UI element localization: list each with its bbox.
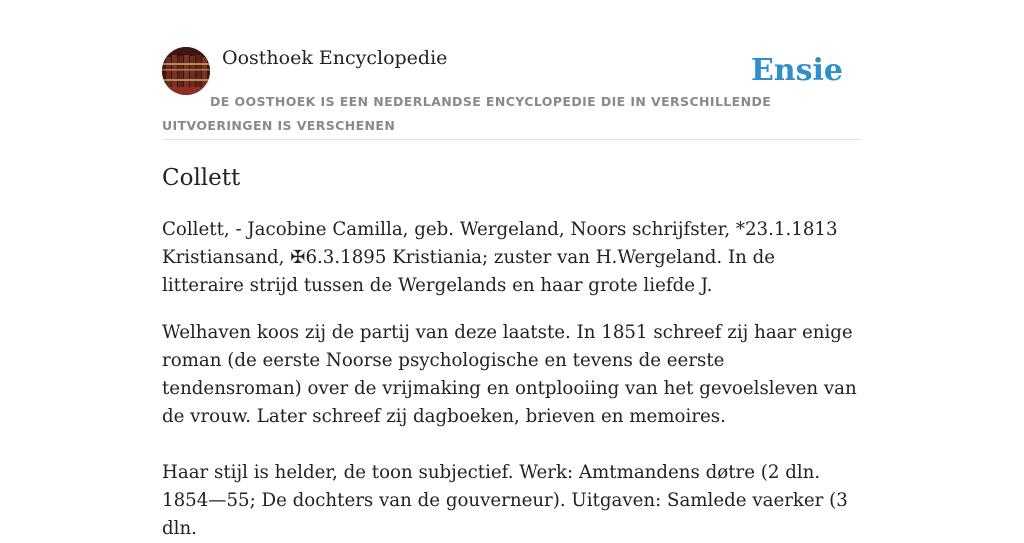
header-divider [162, 139, 862, 140]
article-paragraph: Welhaven koos zij de partij van deze laatste. In 1851 schreef zij haar enige roman (de eerste Noorse psychologische en tevens de eerste tendensroman) over de vrijmaking en ontplooiing van het gevoelsleven van de vrouw. Later schreef zij dagboeken, brieven en memoires. [162, 322, 857, 427]
site-header [162, 46, 862, 140]
article-paragraph: Haar stijl is helder, de toon subjectief. Werk: Amtmandens døtre (2 dln. 1854—55; De dochters van de gouverneur). Uitgaven: Samlede vaerker (3 dln. [162, 462, 848, 539]
ensie-logo[interactable]: Ensie [750, 53, 843, 88]
books-avatar-icon[interactable] [162, 47, 210, 95]
site-tagline: DE OOSTHOEK IS EEN NEDERLANDSE ENCYCLOPEDIE DIE IN VERSCHILLENDE UITVOERINGEN IS VERSCHENEN [162, 94, 772, 133]
article-paragraph: Collett, - Jacobine Camilla, geb. Wergeland, Noors schrijfster, *23.1.1813 Kristiansand, ✠6.3.1895 Kristiania; zuster van H.Wergeland. In de litteraire strijd tussen de Wergelands en haar grote liefde J. [162, 219, 838, 296]
article-title: Collett [162, 165, 241, 191]
site-title[interactable]: Oosthoek Encyclopedie [222, 47, 448, 69]
